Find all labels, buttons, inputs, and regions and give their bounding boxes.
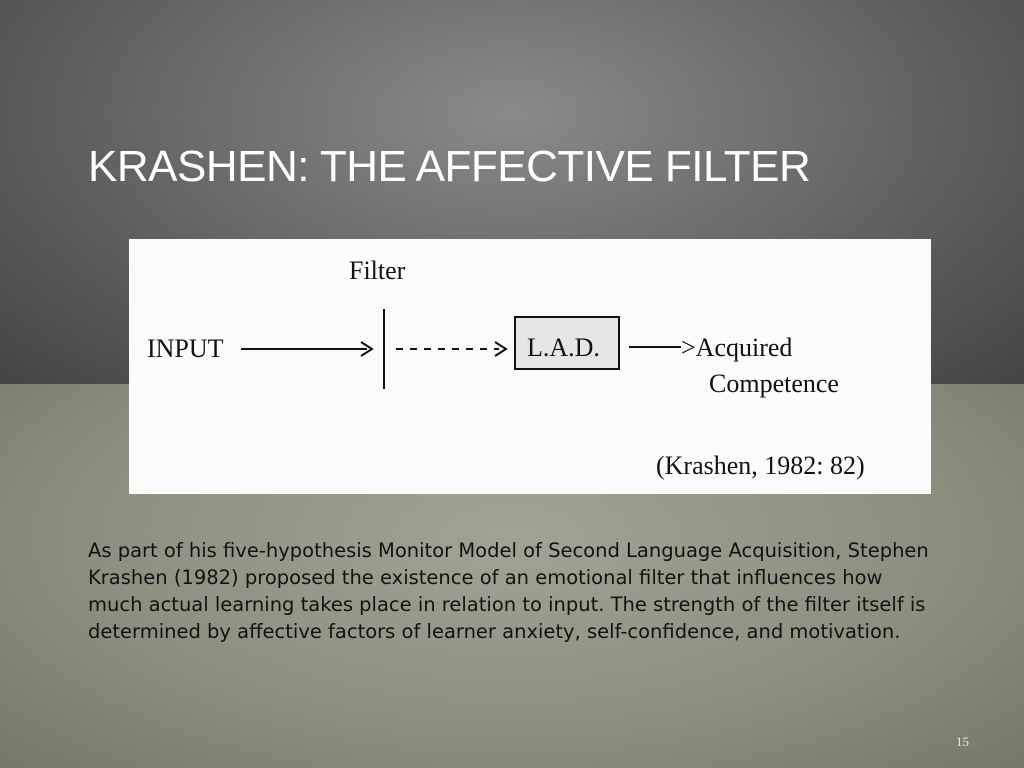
lad-label: L.A.D. — [527, 333, 600, 362]
body-paragraph: As part of his five-hypothesis Monitor Model of Second Language Acquisition, Stephen Krashen (1982) proposed the existence of an emotional filter that influences how much actual learning takes place in relation to input. The strength of the filter itself is determined by affective factors of learner anxiety, self-confidence, and motivation. — [88, 539, 929, 643]
citation: (Krashen, 1982: 82) — [656, 451, 865, 480]
slide-title: KRASHEN: THE AFFECTIVE FILTER — [88, 142, 811, 191]
output-label-acquired: >Acquired — [681, 333, 793, 362]
affective-filter-diagram — [129, 239, 931, 494]
output-label-competence: Competence — [709, 369, 839, 398]
filter-label: Filter — [349, 256, 406, 285]
page-number: 15 — [956, 734, 969, 749]
input-label: INPUT — [147, 334, 224, 363]
krashen-diagram-figure — [129, 239, 931, 494]
